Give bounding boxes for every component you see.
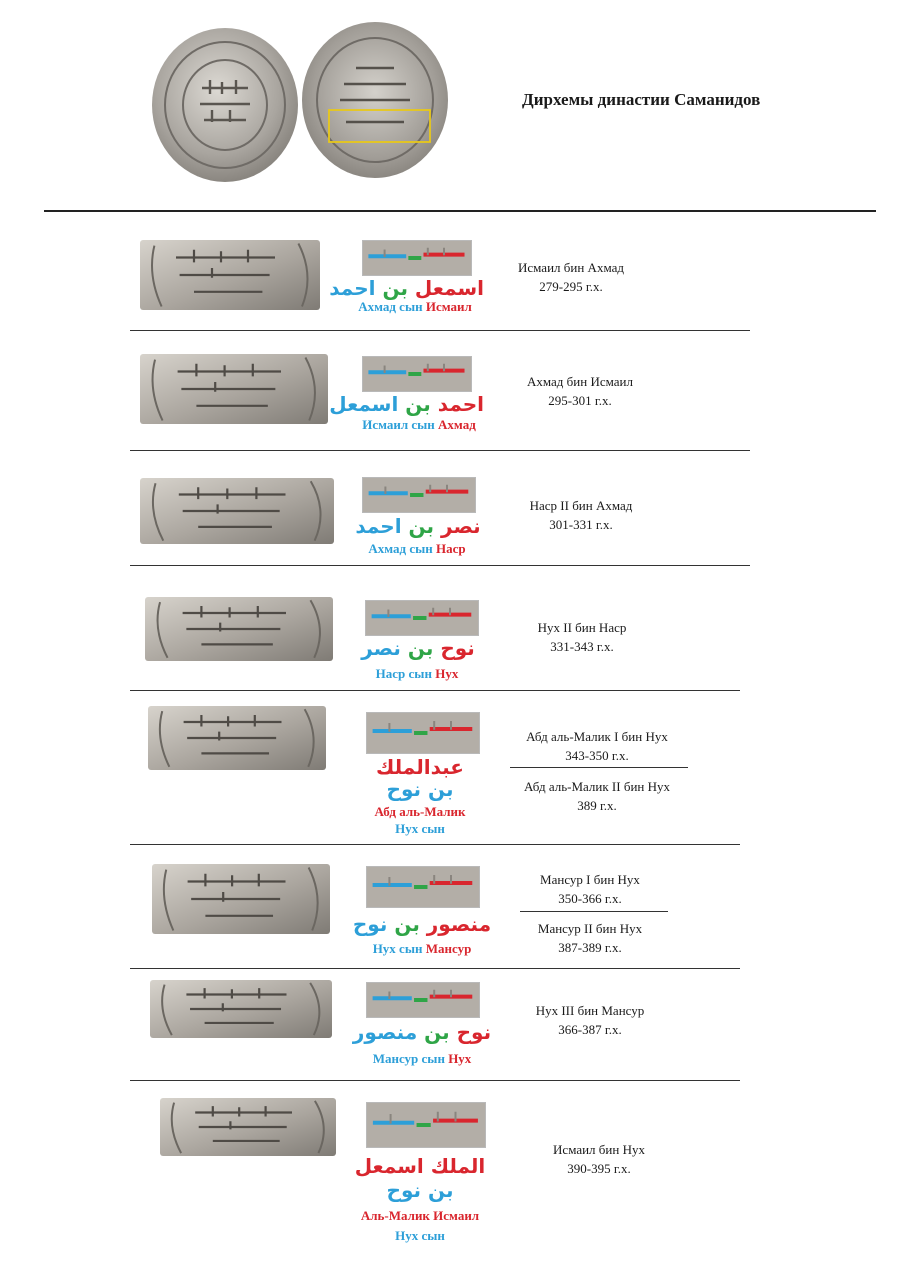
inscription-detail-image [366,601,478,635]
reign-years: 279-295 г.х. [539,279,603,294]
coin-photo-image [148,706,326,770]
transliteration [350,1051,494,1067]
transliteration-part: Ахмад сын [368,541,436,556]
coin-photo-image [145,597,333,661]
arabic-legend-part: بن [401,514,441,538]
arabic-legend [345,912,499,936]
transliteration-line-1: Аль-Малик Исмаил [360,1208,480,1223]
arabic-legend [352,514,484,538]
transliteration-part: Мансур [425,941,472,956]
transliteration-part: Исмаил сын [362,417,439,432]
ruler-name: Нух III бин Мансур [535,1003,645,1018]
arabic-legend [329,392,484,416]
ruler-divider [520,911,668,912]
transliteration [350,417,488,433]
reign-years: 387-389 г.х. [558,940,622,955]
coin-photo-image [140,240,320,310]
inscription-detail-image [363,357,471,391]
arabic-legend-part: نوح [456,1020,492,1044]
inscription-detail [362,477,476,513]
row-divider [130,690,740,691]
ruler-name: Нух II бин Наср [537,620,627,635]
ruler-name: Исмаил бин Нух [553,1142,645,1157]
ruler-name: Абд аль-Малик II бин Нух [523,779,671,794]
ruler-name: Абд аль-Малик I бин Нух [526,729,668,744]
page-title: Дирхемы династии Саманидов [522,90,761,109]
inscription-detail-image [363,241,471,275]
arabic-legend [352,636,484,660]
reign-years: 389 г.х. [577,798,617,813]
transliteration-part: Нух сын [372,941,426,956]
arabic-legend-part: بن [400,636,441,660]
transliteration-part: Ахмад [438,417,476,432]
transliteration [350,541,484,557]
inscription-detail [365,600,479,636]
transliteration-line-1: Абд аль-Малик [374,804,466,819]
arabic-legend-line-2: بن نوح [386,1178,454,1202]
reign-years: 301-331 г.х. [549,517,613,532]
reign-years: 343-350 г.х. [565,748,629,763]
transliteration [350,941,494,957]
reign-years: 331-343 г.х. [550,639,614,654]
row-divider [130,1080,740,1081]
reign-years: 350-366 г.х. [558,891,622,906]
transliteration-part: Нух [448,1051,472,1066]
coin-photo-image [140,354,328,424]
title-divider [44,210,876,212]
coin-reverse-image [300,20,450,180]
transliteration-line-2: Нух сын [395,1228,445,1243]
ruler-name: Наср II бин Ахмад [529,498,633,513]
reign-years: 366-387 г.х. [558,1022,622,1037]
reign-years: 390-395 г.х. [567,1161,631,1176]
coin-photo [140,354,328,424]
arabic-legend-part: اسمعل [414,276,484,300]
inscription-detail [366,1102,486,1148]
transliteration [350,299,480,315]
coin-photo [140,240,320,310]
inscription-detail [362,356,472,392]
coin-photo-image [150,980,332,1038]
inscription-detail [366,866,480,908]
coin-photo [148,706,326,770]
inscription-detail [362,240,472,276]
row-divider [130,450,750,451]
arabic-legend-line-2: بن نوح [386,777,454,801]
coin-photo [160,1098,336,1156]
transliteration-part: Ахмад сын [358,299,426,314]
arabic-legend-part: بن [375,276,415,300]
coin-photo [152,864,330,934]
inscription-detail-image [367,713,479,753]
coin-photo-image [160,1098,336,1156]
arabic-legend [329,276,484,300]
row-divider [130,565,750,566]
transliteration-line-2: Нух сын [395,821,445,836]
inscription-detail-image [367,867,479,907]
coin-photo [150,980,332,1038]
coin-obverse-image [150,26,300,184]
coin-photo [140,478,334,544]
arabic-legend-part: بن [387,912,427,936]
arabic-legend-part: نصر [361,636,401,660]
arabic-legend-line-1: الملك اسمعل [354,1154,486,1178]
arabic-legend-part: نوح [352,912,388,936]
ruler-divider [510,767,688,768]
coin-photo-image [152,864,330,934]
arabic-legend-part: احمد [437,392,484,416]
inscription-detail-image [363,478,475,512]
row-divider [130,330,750,331]
coin-photo [145,597,333,661]
arabic-legend-line-1: عبدالملك [376,755,464,779]
arabic-legend-part: بن [417,1020,457,1044]
inscription-detail [366,712,480,754]
reign-years: 295-301 г.х. [548,393,612,408]
inscription-detail [366,982,480,1018]
arabic-legend [345,1020,499,1044]
inscription-detail-image [367,983,479,1017]
row-divider [130,844,740,845]
arabic-legend-part: احمد [355,514,402,538]
arabic-legend-part: منصور [426,912,492,936]
ruler-name: Мансур I бин Нух [540,872,640,887]
arabic-legend-part: اسمعل [329,392,399,416]
arabic-legend-part: نوح [440,636,475,660]
transliteration-part: Нух [435,666,459,681]
ruler-name: Мансур II бин Нух [537,921,643,936]
inscription-detail-image [367,1103,485,1147]
transliteration [355,666,479,682]
arabic-legend-part: منصور [352,1020,418,1044]
transliteration-part: Наср сын [375,666,436,681]
ruler-name: Исмаил бин Ахмад [518,260,624,275]
arabic-legend-part: بن [398,392,438,416]
arabic-legend-part: احمد [329,276,376,300]
transliteration-part: Наср [436,541,466,556]
ruler-name: Ахмад бин Исмаил [527,374,633,389]
row-divider [130,968,740,969]
transliteration-part: Исмаил [425,299,472,314]
arabic-legend-part: نصر [441,514,481,538]
transliteration-part: Мансур сын [372,1051,449,1066]
coin-photo-image [140,478,334,544]
